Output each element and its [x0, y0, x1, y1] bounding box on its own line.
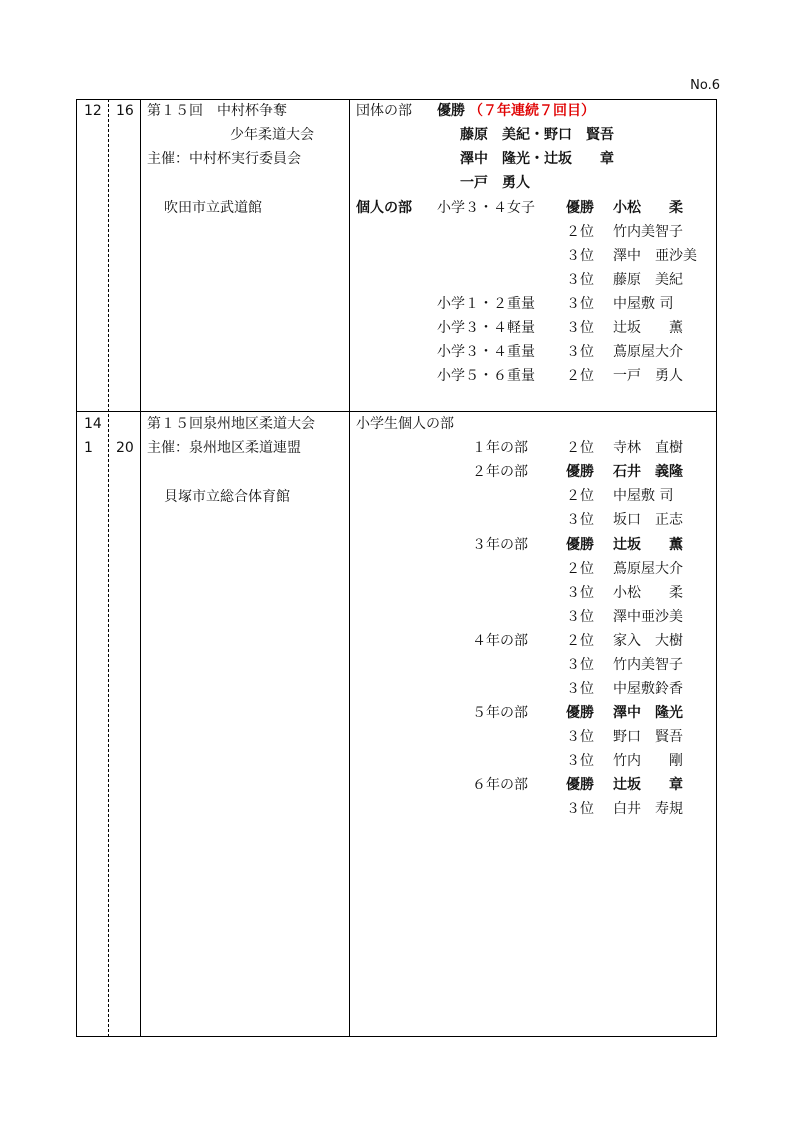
day: 20	[116, 440, 134, 456]
result-place: ３位	[566, 320, 594, 336]
result-place: ３位	[566, 609, 594, 625]
result-place: ３位	[566, 248, 594, 264]
result-player: 坂口 正志	[613, 512, 683, 528]
section-label: 小学生個人の部	[356, 416, 454, 432]
month-day-divider	[108, 99, 109, 1037]
result-place: ２位	[566, 368, 594, 384]
result-player: 辻坂 章	[613, 777, 683, 793]
team-result-note: （７年連続７回目）	[469, 103, 595, 119]
result-place: 優勝	[566, 464, 594, 480]
result-player: 辻坂 薫	[613, 537, 683, 553]
organizer: 主催：泉州地区柔道連盟	[147, 440, 301, 456]
day: 16	[116, 103, 134, 119]
result-player: 澤中亜沙美	[613, 609, 683, 625]
result-player: 家入 大樹	[613, 633, 683, 649]
result-player: 野口 賢吾	[613, 729, 683, 745]
result-place: ３位	[566, 296, 594, 312]
result-place: ３位	[566, 585, 594, 601]
result-place: ２位	[566, 561, 594, 577]
category-name: 小学３・４女子	[437, 200, 535, 216]
venue: 吹田市立武道館	[164, 200, 262, 216]
result-player: 中屋敷 司	[613, 296, 674, 312]
result-place: ２位	[566, 633, 594, 649]
team-member-line: 藤原 美紀・野口 賢吾	[460, 127, 614, 143]
event-column-divider	[349, 99, 350, 1037]
result-place: ３位	[566, 344, 594, 360]
date-column-divider	[140, 99, 141, 1037]
result-place: ３位	[566, 801, 594, 817]
result-player: 寺林 直樹	[613, 440, 683, 456]
result-player: 一戸 勇人	[613, 368, 683, 384]
result-place: 優勝	[566, 200, 594, 216]
result-player: 蔦原屋大介	[613, 561, 683, 577]
result-place: ３位	[566, 753, 594, 769]
result-player: 蔦原屋大介	[613, 344, 683, 360]
result-place: ３位	[566, 512, 594, 528]
month: 14	[84, 416, 102, 432]
result-player: 辻坂 薫	[613, 320, 683, 336]
category-name: 小学３・４重量	[437, 344, 535, 360]
category-name: 小学３・４軽量	[437, 320, 535, 336]
result-player: 竹内美智子	[613, 224, 683, 240]
grade-name: ５年の部	[472, 705, 528, 721]
category-name: 小学５・６重量	[437, 368, 535, 384]
result-player: 竹内 剛	[613, 753, 683, 769]
result-player: 中屋敷 司	[613, 488, 674, 504]
result-place: ２位	[566, 488, 594, 504]
result-player: 小松 柔	[613, 200, 683, 216]
month: 12	[84, 103, 102, 119]
result-player: 石井 義隆	[613, 464, 683, 480]
result-place: 優勝	[566, 537, 594, 553]
month-cont: 1	[84, 440, 93, 456]
grade-name: ２年の部	[472, 464, 528, 480]
result-place: ３位	[566, 272, 594, 288]
category-name: 小学１・２重量	[437, 296, 535, 312]
grade-name: ３年の部	[472, 537, 528, 553]
grade-name: ６年の部	[472, 777, 528, 793]
grade-name: ４年の部	[472, 633, 528, 649]
result-place: ２位	[566, 440, 594, 456]
result-place: 優勝	[566, 777, 594, 793]
result-place: ３位	[566, 657, 594, 673]
venue: 貝塚市立総合体育館	[164, 489, 290, 505]
result-place: 優勝	[566, 705, 594, 721]
result-player: 中屋敷鈴香	[613, 681, 683, 697]
result-player: 藤原 美紀	[613, 272, 683, 288]
organizer: 主催：中村杯実行委員会	[147, 151, 301, 167]
team-member-line: 一戸 勇人	[460, 175, 530, 191]
team-result: 優勝	[437, 103, 465, 119]
page-number: No.6	[690, 78, 720, 93]
result-player: 白井 寿規	[613, 801, 683, 817]
event-title: 第１５回泉州地区柔道大会	[147, 416, 315, 432]
team-section-label: 団体の部	[356, 103, 412, 119]
row-divider	[76, 411, 717, 412]
individual-section-label: 個人の部	[356, 200, 412, 216]
grade-name: １年の部	[472, 440, 528, 456]
result-player: 澤中 隆光	[613, 705, 683, 721]
event-title: 第１５回 中村杯争奪	[147, 103, 287, 119]
result-place: ３位	[566, 681, 594, 697]
result-player: 竹内美智子	[613, 657, 683, 673]
result-place: ３位	[566, 729, 594, 745]
result-player: 澤中 亜沙美	[613, 248, 697, 264]
result-place: ２位	[566, 224, 594, 240]
result-player: 小松 柔	[613, 585, 683, 601]
team-member-line: 澤中 隆光・辻坂 章	[460, 151, 614, 167]
event-title-cont: 少年柔道大会	[230, 127, 314, 143]
